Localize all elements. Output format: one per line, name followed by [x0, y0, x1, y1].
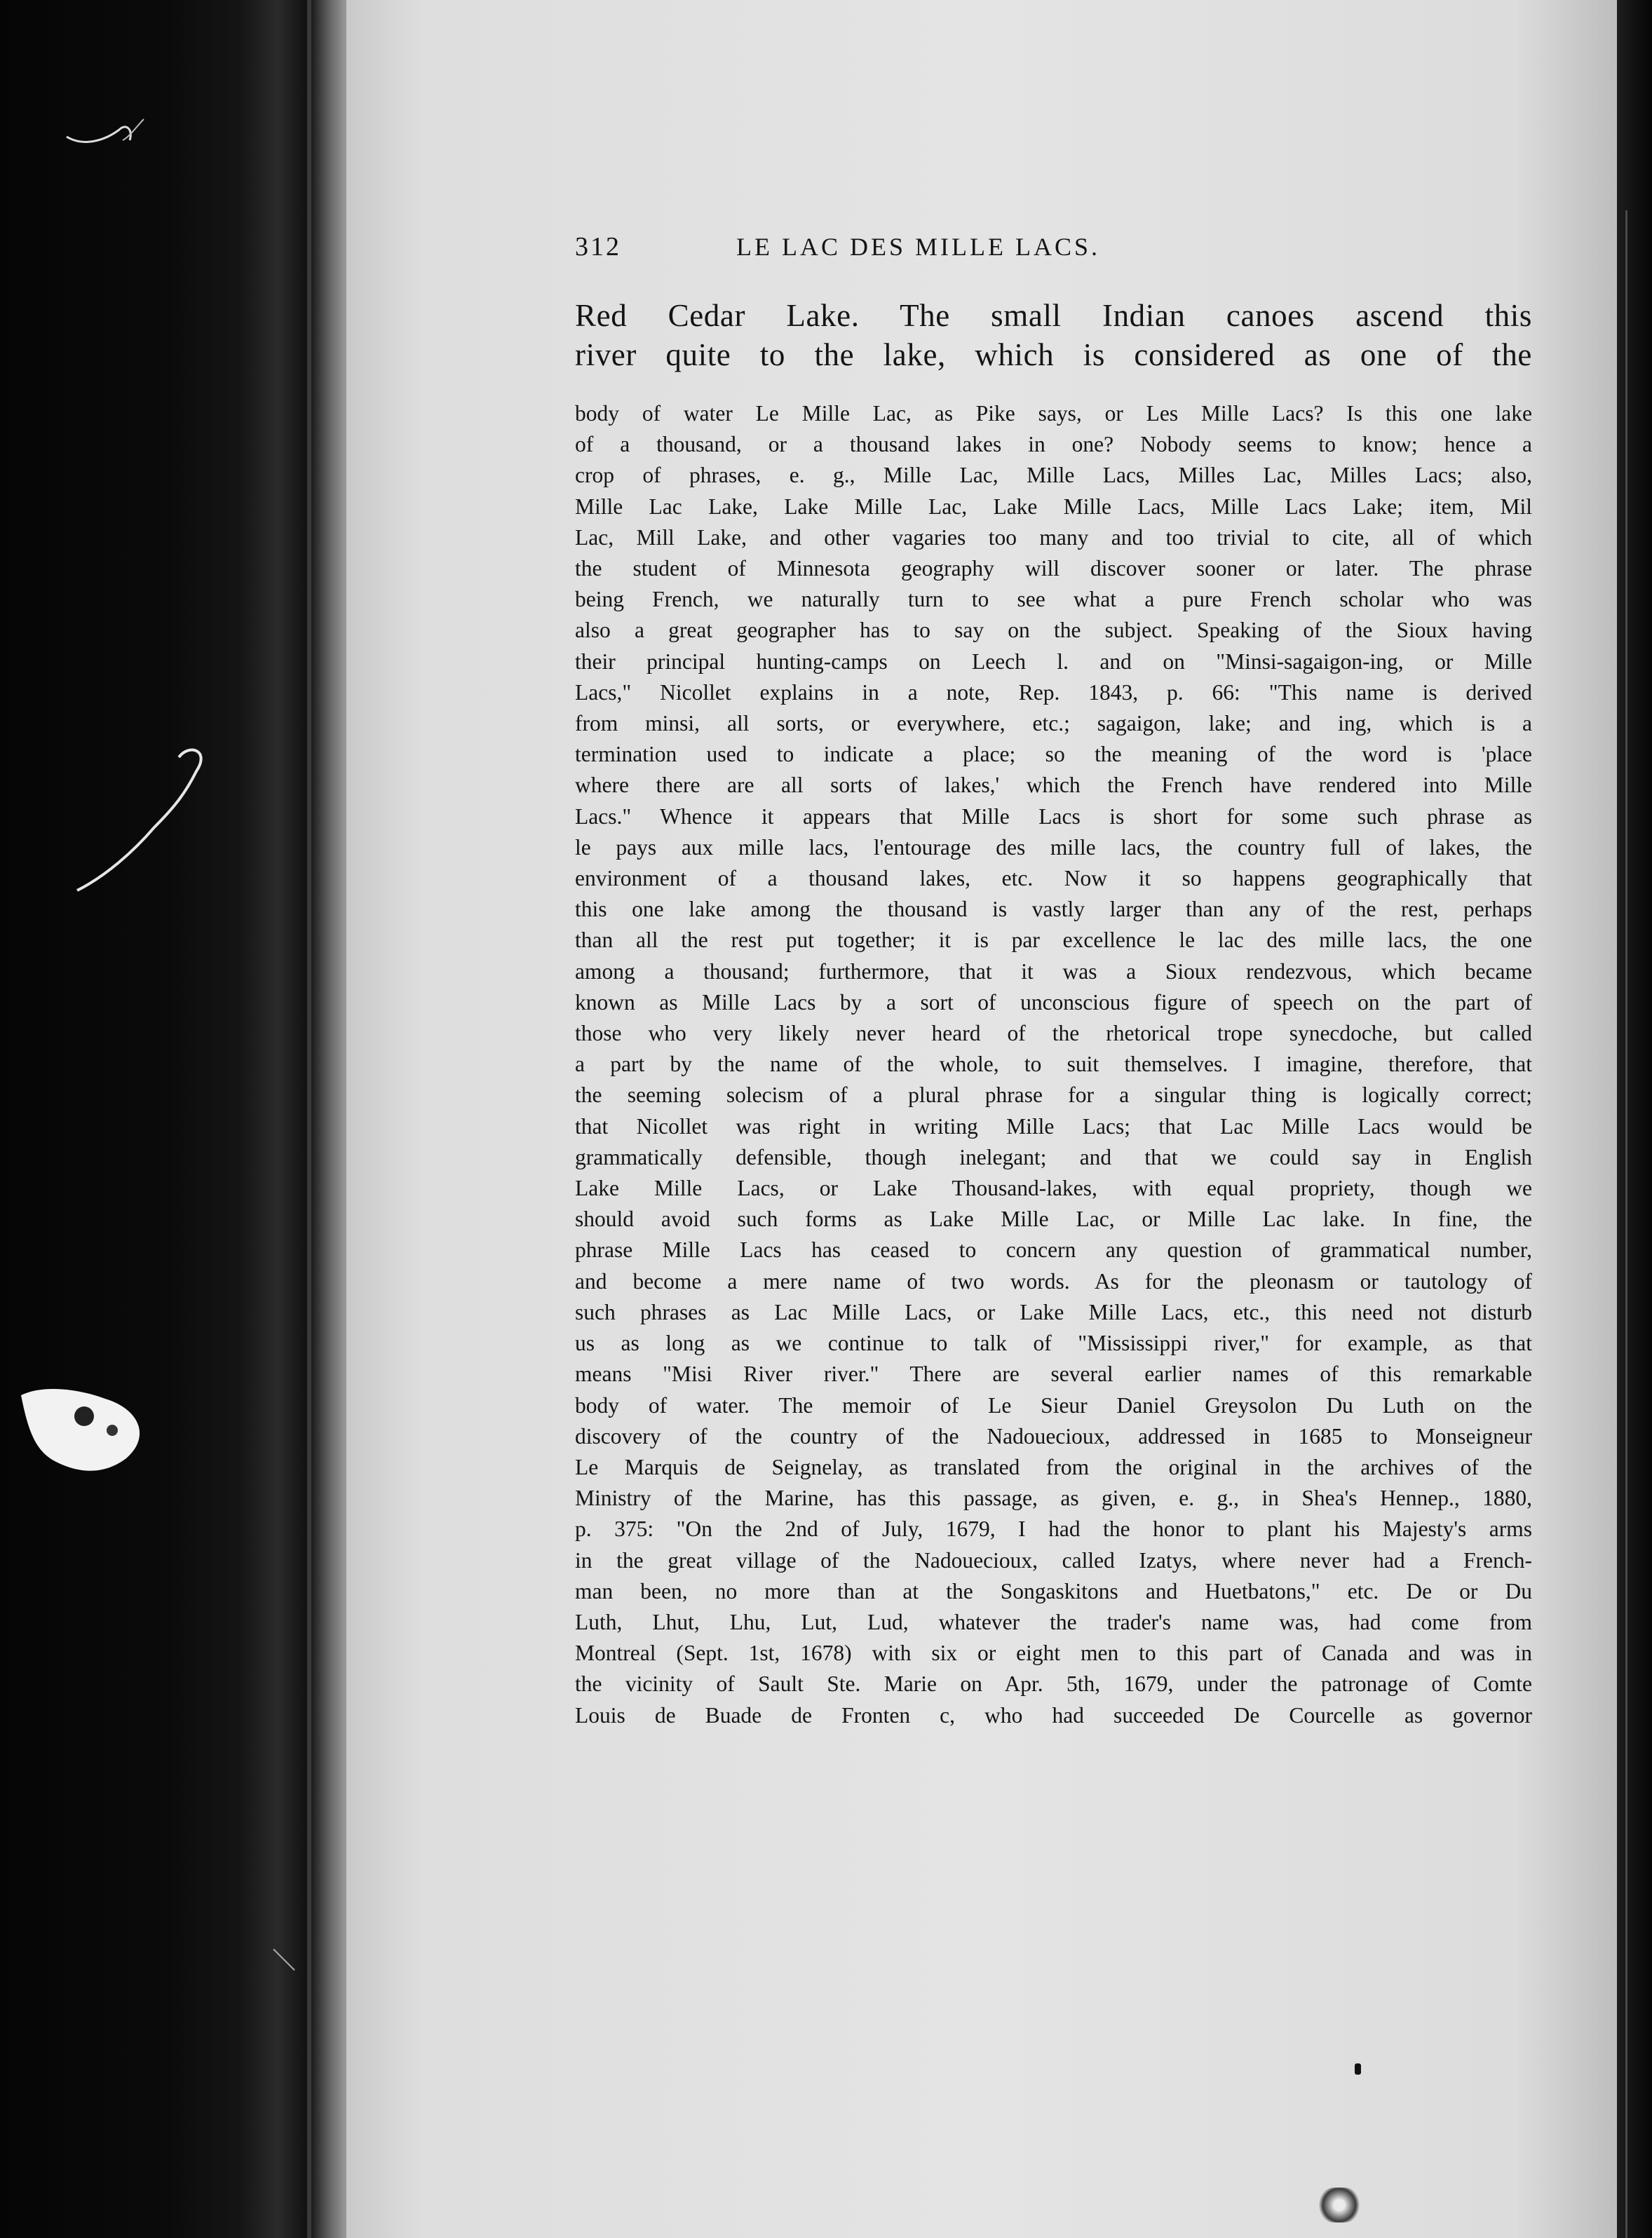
footnote-line: their principal hunting-camps on Leech l. and on "Minsi-sagaigon-ing, or Mille [575, 649, 1532, 674]
main-text-line: river quite to the lake, which is considered as one of the [575, 337, 1532, 372]
footnote-line: man been, no more than at the Songaskitons and Huetbatons," etc. De or Du [575, 1578, 1532, 1603]
footnote-line: Le Marquis de Seignelay, as translated from the original in the archives of the [575, 1454, 1532, 1479]
right-edge-rule [1625, 210, 1627, 2238]
footnote-line: among a thousand; furthermore, that it was a Sioux rendezvous, which became [575, 958, 1532, 984]
footnote-line: means "Misi River river." There are several earlier names of this remarkable [575, 1362, 1532, 1387]
footnote-line: discovery of the country of the Nadouecioux, addressed in 1685 to Monseigneur [575, 1423, 1532, 1449]
footnote-line: Mille Lac Lake, Lake Mille Lac, Lake Mille Lacs, Mille Lacs Lake; item, Mil [575, 494, 1532, 519]
footnote-line: those who very likely never heard of the rhetorical trope synecdoche, but called [575, 1021, 1532, 1046]
main-text [575, 296, 1532, 374]
footnote-line: crop of phrases, e. g., Mille Lac, Mille Lacs, Milles Lac, Milles Lacs; also, [575, 463, 1532, 488]
footnote-line: a part by the name of the whole, to suit themselves. I imagine, therefore, that [575, 1052, 1532, 1077]
footnote-line: Lake Mille Lacs, or Lake Thousand-lakes, with equal propriety, though we [575, 1176, 1532, 1201]
footnote-line: in the great village of the Nadouecioux, called Izatys, where never had a French- [575, 1547, 1532, 1573]
footnote-line: and become a mere name of two words. As for the pleonasm or tautology of [575, 1268, 1532, 1294]
footnote-line: Lacs." Whence it appears that Mille Lacs is short for some such phrase as [575, 803, 1532, 829]
footnote-line: environment of a thousand lakes, etc. Now it so happens geographically that [575, 866, 1532, 891]
footnote-line: should avoid such forms as Lake Mille Lac, or Mille Lac lake. In fine, the [575, 1207, 1532, 1232]
footnote-line: Ministry of the Marine, has this passage, as given, e. g., in Shea's Hennep., 1880, [575, 1486, 1532, 1511]
footnote-line: Louis de Buade de Fronten c, who had succeeded De Courcelle as governor [575, 1702, 1532, 1728]
footnote-line: p. 375: "On the 2nd of July, 1679, I had the honor to plant his Majesty's arms [575, 1517, 1532, 1542]
footnote-line: from minsi, all sorts, or everywhere, etc.; sagaigon, lake; and ing, which is a [575, 711, 1532, 736]
main-text-line: Red Cedar Lake. The small Indian canoes ascend this [575, 298, 1532, 333]
footnote-line: also a great geographer has to say on the subject. Speaking of the Sioux having [575, 618, 1532, 643]
footnote-line: Luth, Lhut, Lhu, Lut, Lud, whatever the trader's name was, had come from [575, 1609, 1532, 1634]
footnote-line: the vicinity of Sault Ste. Marie on Apr. 5th, 1679, under the patronage of Comte [575, 1671, 1532, 1697]
footnote-line: body of water. The memoir of Le Sieur Daniel Greysolon Du Luth on the [575, 1392, 1532, 1418]
footnote-line: being French, we naturally turn to see what a pure French scholar who was [575, 587, 1532, 612]
footnote-line: the student of Minnesota geography will discover sooner or later. The phrase [575, 556, 1532, 581]
footnote-line: phrase Mille Lacs has ceased to concern any question of grammatical number, [575, 1237, 1532, 1263]
book-binding-shadow [0, 0, 309, 2238]
footnote-line: le pays aux mille lacs, l'entourage des mille lacs, the country full of lakes, the [575, 834, 1532, 860]
footnote-line: of a thousand, or a thousand lakes in one? Nobody seems to know; hence a [575, 432, 1532, 457]
footnote-line: Lacs," Nicollet explains in a note, Rep. 1843, p. 66: "This name is derived [575, 679, 1532, 705]
page-number: 312 [575, 232, 621, 262]
page-gutter [311, 0, 346, 2238]
running-header [575, 231, 1532, 280]
footnote-line: the seeming solecism of a plural phrase for a singular thing is logically correct; [575, 1083, 1532, 1108]
text-block [575, 231, 1532, 1731]
footnote-line: known as Mille Lacs by a sort of unconscious figure of speech on the part of [575, 989, 1532, 1015]
running-title: LE LAC DES MILLE LACS. [736, 233, 1100, 261]
right-page-edge [1617, 0, 1652, 2238]
footnote-text [575, 398, 1532, 1731]
scan-smudge [1318, 2188, 1360, 2223]
footnote-line: Lac, Mill Lake, and other vagaries too many and too trivial to cite, all of which [575, 524, 1532, 550]
footnote-line: that Nicollet was right in writing Mille Lacs; that Lac Mille Lacs would be [575, 1113, 1532, 1139]
footnote-line: body of water Le Mille Lac, as Pike says, or Les Mille Lacs? Is this one lake [575, 401, 1532, 426]
footnote-line: where there are all sorts of lakes,' which the French have rendered into Mille [575, 773, 1532, 798]
footnote-line: termination used to indicate a place; so the meaning of the word is 'place [575, 742, 1532, 767]
footnote-line: than all the rest put together; it is par excellence le lac des mille lacs, the one [575, 928, 1532, 953]
ink-speck [1355, 2063, 1361, 2075]
footnote-line: Montreal (Sept. 1st, 1678) with six or eight men to this part of Canada and was in [575, 1641, 1532, 1666]
footnote-line: grammatically defensible, though inelegant; and that we could say in English [575, 1144, 1532, 1169]
footnote-line: this one lake among the thousand is vastly larger than any of the rest, perhaps [575, 897, 1532, 922]
footnote-line: such phrases as Lac Mille Lacs, or Lake Mille Lacs, etc., this need not disturb [575, 1299, 1532, 1324]
footnote-line: us as long as we continue to talk of "Mississippi river," for example, as that [575, 1331, 1532, 1356]
